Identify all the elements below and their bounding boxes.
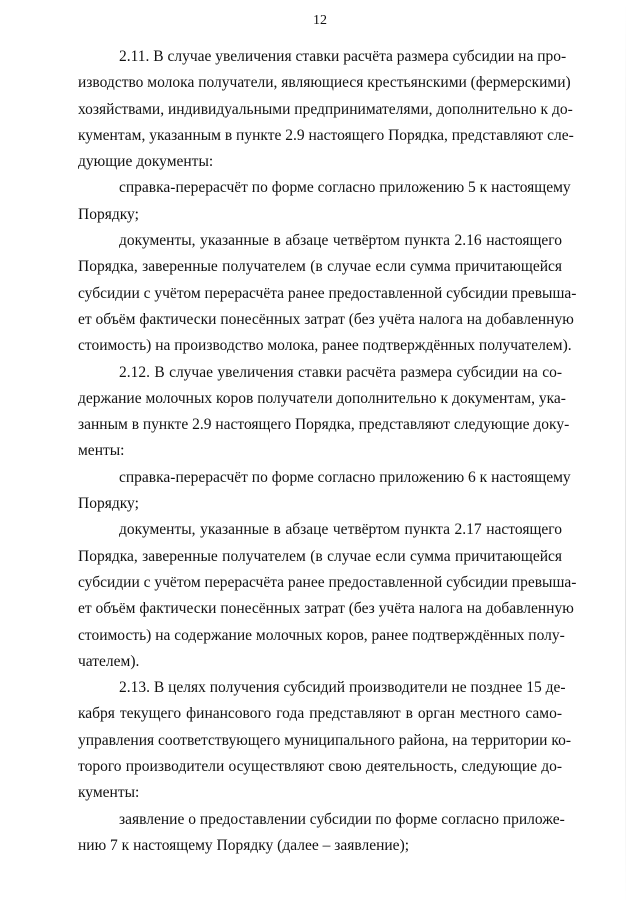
text-line: дующие документы: xyxy=(78,153,214,171)
text-line: ет объём фактически понесённых затрат (без учёта налога на добавленную xyxy=(78,310,574,328)
text-line: чателем). xyxy=(78,652,140,670)
text-line: субсидии с учётом перерасчёта ранее предоставленной субсидии превыша- xyxy=(78,284,577,302)
paragraph xyxy=(78,228,577,359)
text-line: документы, указанные в абзаце четвёртом пункта 2.17 настоящего xyxy=(119,521,562,539)
text-line: менты: xyxy=(78,442,125,460)
text-line: хозяйствами, индивидуальными предпринимателями, дополнительно к до- xyxy=(78,100,573,118)
text-line: Порядка, заверенные получателем (в случае если сумма причитающейся xyxy=(78,547,562,565)
text-line: кументам, указанным в пункте 2.9 настоящего Порядка, представляют сле- xyxy=(78,126,574,144)
text-line: кабря текущего финансового года представляют в орган местного само- xyxy=(78,705,562,723)
text-line: Порядку; xyxy=(78,495,139,513)
text-line: стоимость) на производство молока, ранее подтверждённых получателем). xyxy=(78,337,572,355)
text-line: кументы: xyxy=(78,784,140,802)
text-line: 2.12. В случае увеличения ставки расчёта размера субсидии на со- xyxy=(119,363,562,381)
paragraph xyxy=(78,517,577,675)
page-number: 12 xyxy=(313,13,327,28)
paragraph xyxy=(78,360,570,465)
text-line: 2.11. В случае увеличения ставки расчёта размера субсидии на про- xyxy=(119,48,567,65)
text-line: справка-перерасчёт по форме согласно приложению 5 к настоящему xyxy=(119,179,571,197)
paragraph xyxy=(78,807,565,860)
text-line: занным в пункте 2.9 настоящего Порядка, представляют следующие доку- xyxy=(78,416,570,434)
text-line: Порядку; xyxy=(78,205,139,223)
text-line: ет объём фактически понесённых затрат (без учёта налога на добавленную xyxy=(78,600,574,618)
paragraph xyxy=(78,44,574,175)
text-line: заявление о предоставлении субсидии по форме согласно приложе- xyxy=(119,810,565,828)
document-body xyxy=(78,44,577,859)
text-line: Порядка, заверенные получателем (в случае если сумма причитающейся xyxy=(78,258,562,276)
text-line: изводство молока получатели, являющиеся крестьянскими (фермерскими) xyxy=(78,74,571,92)
text-line: справка-перерасчёт по форме согласно приложению 6 к настоящему xyxy=(119,468,571,486)
text-line: стоимость) на содержание молочных коров, ранее подтверждённых полу- xyxy=(78,626,565,644)
paragraph xyxy=(78,465,571,518)
text-line: торого производители осуществляют свою деятельность, следующие до- xyxy=(78,758,562,776)
text-line: документы, указанные в абзаце четвёртом пункта 2.16 настоящего xyxy=(119,232,562,250)
paragraph xyxy=(78,675,571,806)
scan-edge-shadow xyxy=(625,0,626,905)
text-line: нию 7 к настоящему Порядку (далее – заявление); xyxy=(78,836,410,854)
text-line: 2.13. В целях получения субсидий производители не позднее 15 де- xyxy=(119,679,566,697)
text-line: держание молочных коров получатели дополнительно к документам, ука- xyxy=(78,389,566,407)
text-line: управления соответствующего муниципального района, на территории ко- xyxy=(78,731,571,749)
text-line: субсидии с учётом перерасчёта ранее предоставленной субсидии превыша- xyxy=(78,573,577,591)
paragraph xyxy=(78,175,571,228)
